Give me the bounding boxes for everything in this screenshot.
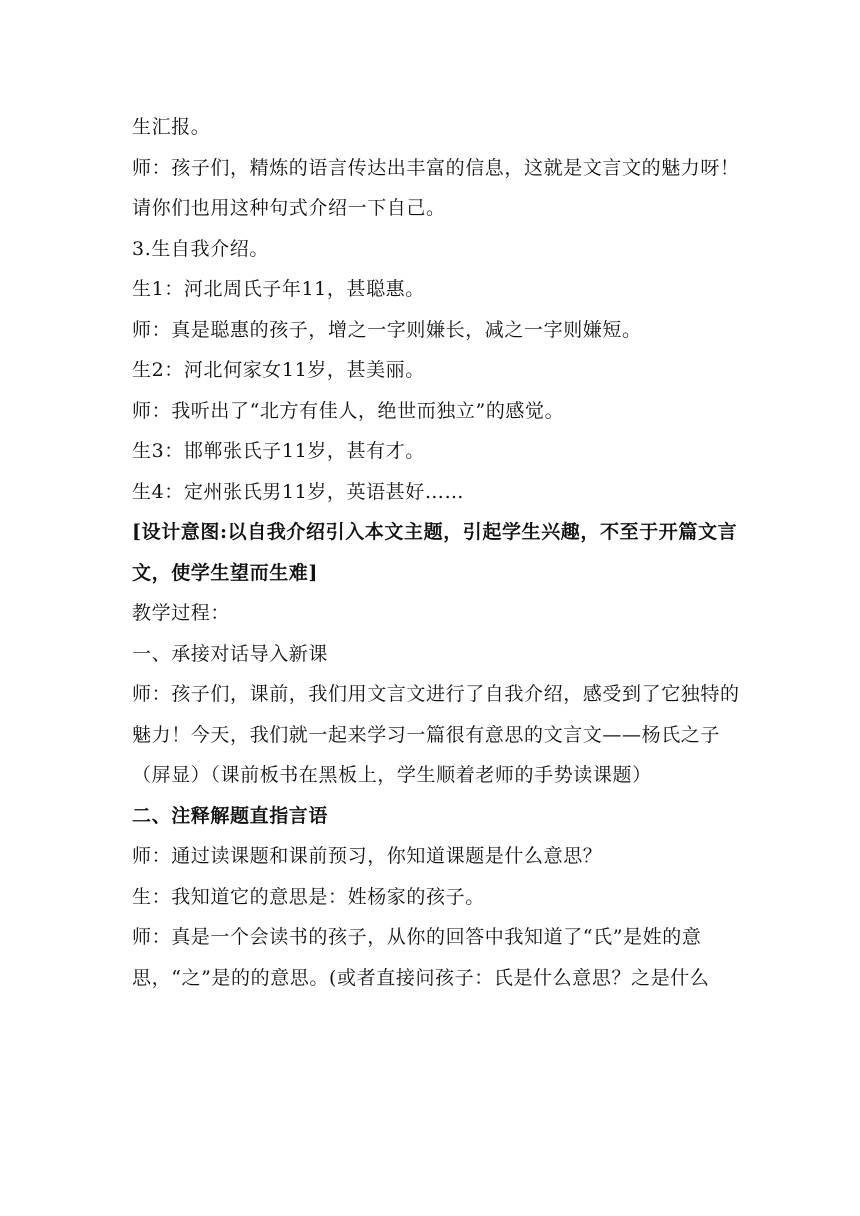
document-body — [132, 107, 744, 998]
paragraph-student-1: 生1：河北周氏子年11，甚聪惠。 — [132, 278, 425, 300]
paragraph-teacher-question: 师：通过读课题和课前预习，你知道课题是什么意思？ — [132, 845, 603, 867]
paragraph-self-intro-step: 3.生自我介绍。 — [132, 237, 269, 260]
paragraph-teacher-intro: 师：孩子们，课前，我们用文言文进行了自我介绍，感受到了它独特的魅力！今天，我们就一起来学习一篇很有意思的文言文——杨氏之子（屏显）（课前板书在黑板上，学生顺着老师的手势读课题） — [132, 683, 740, 786]
paragraph-design-intent: [设计意图:以自我介绍引入本文主题，引起学生兴趣，不至于开篇文言文，使学生望而生难] — [132, 521, 738, 584]
paragraph-student-2: 生2：河北何家女11岁，甚美丽。 — [132, 359, 425, 381]
paragraph-student-4: 生4：定州张氏男11岁，英语甚好…… — [132, 480, 465, 503]
section-heading-1: 一、承接对话导入新课 — [132, 642, 329, 665]
paragraph-student-report: 生汇报。 — [132, 116, 211, 138]
paragraph-teaching-process: 教学过程： — [132, 602, 231, 624]
paragraph-teacher-response-1: 师：真是聪惠的孩子，增之一字则嫌长，减之一字则嫌短。 — [132, 318, 642, 341]
paragraph-teacher-explain: 师：真是一个会读书的孩子，从你的回答中我知道了“氏”是姓的意思，“之”是的的意思。(或者直接问孩子：氏是什么意思？之是什么 — [132, 926, 710, 989]
paragraph-student-3: 生3：邯郸张氏子11岁，甚有才。 — [132, 440, 425, 462]
paragraph-teacher-response-2: 师：我听出了“北方有佳人，绝世而独立”的感觉。 — [132, 399, 565, 422]
paragraph-student-answer: 生：我知道它的意思是：姓杨家的孩子。 — [132, 885, 485, 908]
section-heading-2: 二、注释解题直指言语 — [132, 804, 329, 827]
paragraph-teacher-charm: 师：孩子们，精炼的语言传达出丰富的信息，这就是文言文的魅力呀！请你们也用这种句式介绍一下自己。 — [132, 156, 740, 219]
